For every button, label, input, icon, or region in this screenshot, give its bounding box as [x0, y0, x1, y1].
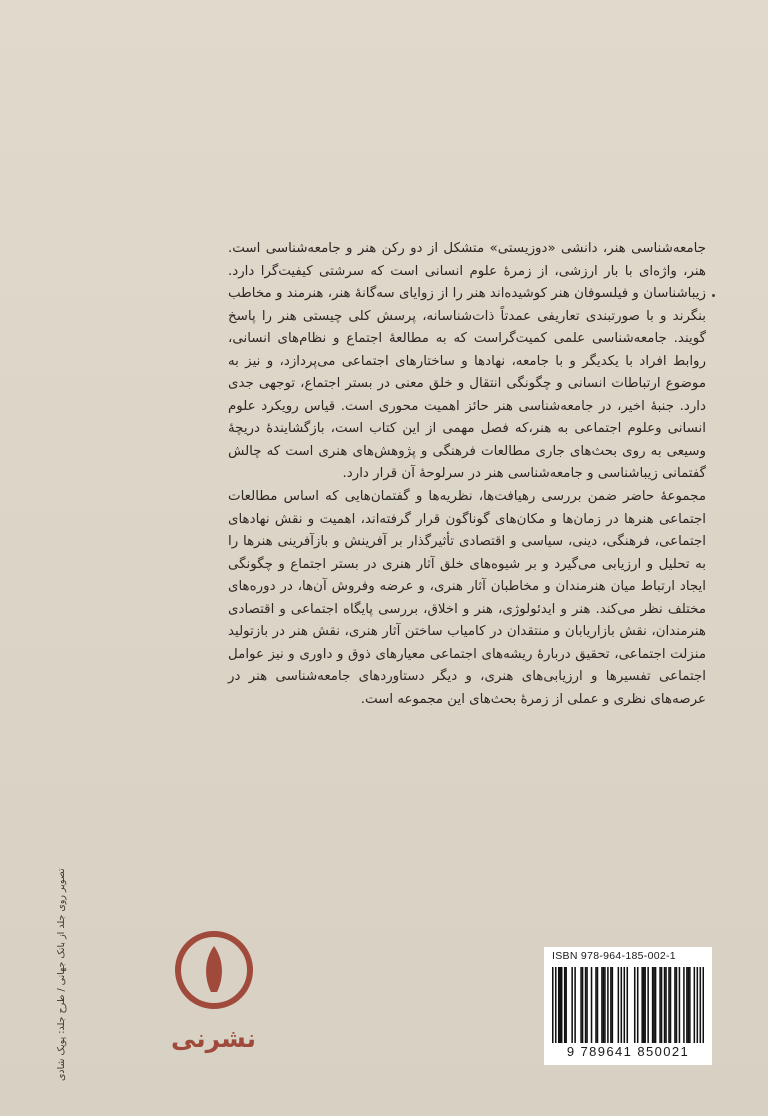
barcode-bar — [700, 967, 702, 1043]
barcode-bar — [612, 967, 614, 1043]
publisher-logo-icon — [174, 930, 254, 1010]
barcode-bar — [565, 967, 567, 1043]
barcode-bar — [661, 967, 663, 1043]
barcode-bar — [676, 967, 678, 1043]
barcode-bar — [595, 967, 597, 1043]
barcode-digits: 9 789641 850021 — [566, 1044, 690, 1059]
barcode-bar — [561, 967, 563, 1043]
barcode-bar — [668, 967, 670, 1043]
barcode-bar — [571, 967, 573, 1043]
barcode-bar — [618, 967, 620, 1043]
blurb-paragraph-2: مجموعهٔ حاضر ضمن بررسی رهیافت‌ها، نظریه‌ها و گفتمان‌هایی که اساس مطالعات اجتماعی هنرها در زمان‌ها و مکان‌های گوناگون قرار گرفته‌اند، اهمیت و نقش نهادهای اجتماعی، فرهنگی، دینی، سیاسی و اقتصادی تأثیرگذار بر آفرینش و بازآفرینی هنرها را به تحلیل و ارزیابی می‌گیرد و بر شیوه‌های خلق آثار هنری در بستر اجتماع و چگونگی ایجاد ارتباط میان هنرمندان و مخاطبان آثار هنری، و عرضه وفروش آن‌ها، در دوره‌های مختلف نظر می‌کند. هنر و ایدئولوژی، هنر و اخلاق، بررسی پایگاه اجتماعی و اقتصادی هنرمندان، نقش بازاریابان و منتقدان در کامیاب ساختن آثار هنری، نقش هنر در بازتولید منزلت اجتماعی، تحقیق دربارهٔ ریشه‌های اجتماعی معیارهای ذوق و داوری و نیز عوامل اجتماعی تفسیرها و ارزیابی‌های هنری، و دیگر دستاوردهای جامعه‌شناسی هنر در عرصه‌های نظری و عملی از زمرهٔ بحث‌های این مجموعه است. — [228, 489, 706, 707]
barcode-bar — [652, 967, 654, 1043]
cover-design-credit: تصویر روی جلد از بانک جهانی / طرح جلد: پوپک شادی — [56, 868, 67, 1081]
barcode-bar — [641, 967, 643, 1043]
barcode-bar — [694, 967, 696, 1043]
barcode-bar — [647, 967, 649, 1043]
barcode-bar — [580, 967, 582, 1043]
barcode-bar — [674, 967, 676, 1043]
barcode-bar — [603, 967, 605, 1043]
barcode-bar — [688, 967, 690, 1043]
barcode-bar — [653, 967, 655, 1043]
barcode-bar — [586, 967, 588, 1043]
barcode-bar — [621, 967, 623, 1043]
barcode-bar — [664, 967, 666, 1043]
barcode-bar — [655, 967, 657, 1043]
ornament-dot — [712, 294, 715, 297]
barcode-bar — [679, 967, 681, 1043]
barcode-bar — [601, 967, 603, 1043]
barcode-bar — [555, 967, 557, 1043]
publisher-logo — [174, 930, 254, 1010]
barcode-bar — [689, 967, 691, 1043]
barcode-bar — [585, 967, 587, 1043]
barcode-bar — [591, 967, 593, 1043]
barcode-bar — [604, 967, 606, 1043]
blurb-paragraph-1: جامعه‌شناسی هنر، دانشی «دوزیستی» متشکل از دو رکن هنر و جامعه‌شناسی است. هنر، واژه‌ای با بار ارزشی، از زمرهٔ علوم انسانی است که سرشتی کیفیت‌گرا دارد. زیباشناسان و فیلسوفان هنر کوشیده‌اند هنر را از زوایای سه‌گانهٔ هنر، هنرمند و مخاطب بنگرند و با صورتبندی تعاریفی عمدتاً ذات‌شناسانه، پرسش کلی چیستی هنر را پاسخ گویند. جامعه‌شناسی علمی کمیت‌گراست که به مطالعهٔ اجتماع و نظام‌های انسانی، روابط افراد با یکدیگر و با جامعه، نهادها و ساختارهای اجتماعی می‌پردازد، و نیز به موضوع ارتباطات انسانی و چگونگی انتقال و خلق معنی در بستر اجتماع، توجهی جدی دارد. جنبهٔ اخیر، در جامعه‌شناسی هنر حائز اهمیت محوری است. قیاس رویکرد علوم انسانی وعلوم اجتماعی به هنر،که فصل مهمی از این کتاب است، بازگشایندهٔ دریچهٔ وسیعی به روی بحث‌های جاری مطالعات فرهنگی و پژوهش‌های هنری است که چالش گفتمانی زیباشناسی و جامعه‌شناسی هنر در سرلوحهٔ آن قرار دارد. — [228, 241, 706, 482]
barcode-bar — [564, 967, 566, 1043]
barcode-bar — [665, 967, 667, 1043]
barcode-bar — [703, 967, 704, 1043]
barcode-bar — [624, 967, 626, 1043]
barcode-bar — [559, 967, 561, 1043]
barcode-bar — [574, 967, 576, 1043]
barcode-bar — [637, 967, 639, 1043]
barcode-bar — [683, 967, 685, 1043]
barcode-bar — [607, 967, 609, 1043]
barcode — [552, 967, 704, 1043]
barcode-bar — [634, 967, 636, 1043]
barcode-bar — [582, 967, 584, 1043]
barcode-bar — [643, 967, 645, 1043]
barcode-bar — [558, 967, 560, 1043]
barcode-bar — [686, 967, 688, 1043]
isbn-barcode-block — [544, 947, 712, 1065]
blurb-text — [228, 238, 706, 711]
isbn-label: ISBN 978-964-185-002-1 — [552, 950, 676, 962]
barcode-bar — [552, 967, 554, 1043]
barcode-bar — [610, 967, 612, 1043]
barcode-bar — [627, 967, 629, 1043]
barcode-bar — [697, 967, 699, 1043]
barcode-bar — [659, 967, 661, 1043]
publisher-name: نشرنی — [170, 1024, 256, 1053]
barcode-bar — [597, 967, 599, 1043]
barcode-bar — [644, 967, 646, 1043]
barcode-bar — [670, 967, 672, 1043]
